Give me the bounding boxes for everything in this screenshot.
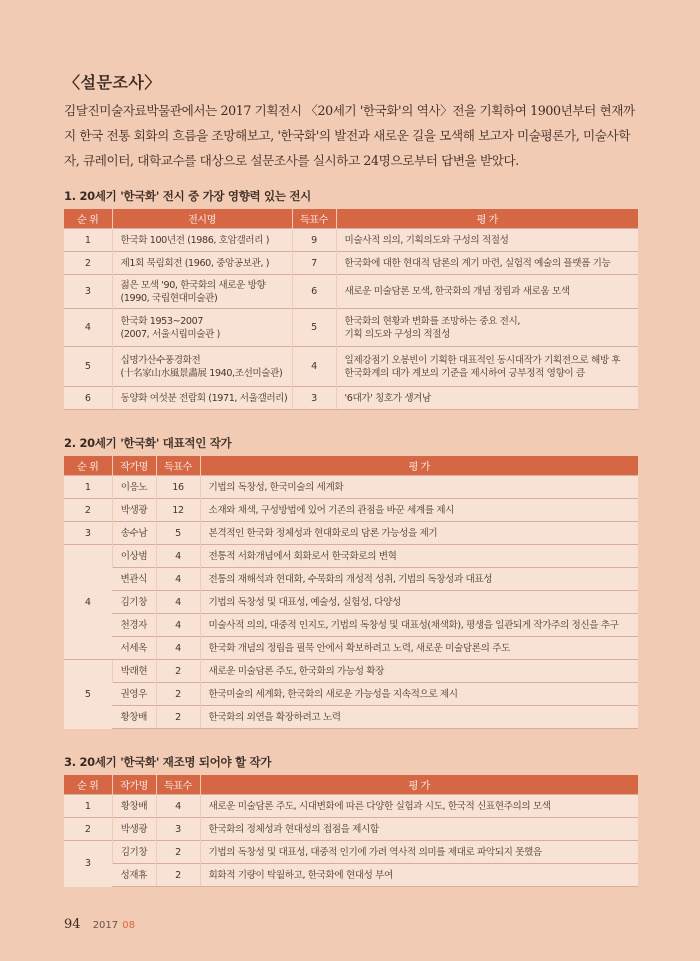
col-rank: 순 위: [64, 456, 112, 476]
col-evaluation: 평 가: [200, 775, 638, 795]
table-row: [64, 229, 638, 252]
exhibition-cell: 제1회 묵림회전 (1960, 중앙공보관, ): [112, 252, 292, 275]
table-row: [64, 387, 638, 410]
table-row: [64, 614, 638, 637]
artist-cell: 김기창: [112, 591, 156, 614]
evaluation-cell: '6대가' 칭호가 생겨남: [336, 387, 638, 410]
artist-cell: 박생광: [112, 818, 156, 841]
col-votes: 득표수: [292, 209, 336, 229]
evaluation-cell: 일제강점기 오봉빈이 기획한 대표적인 동시대작가 기획전으로 해방 후 한국화계의 대가 계보의 기준을 제시하여 긍부정적 영향이 큼: [336, 347, 638, 387]
section1-table: [64, 209, 638, 410]
table-row: [64, 568, 638, 591]
rank-cell: 1: [64, 795, 112, 818]
artist-cell: 이상범: [112, 545, 156, 568]
votes-cell: 2: [156, 706, 200, 729]
col-artist: 작가명: [112, 775, 156, 795]
section2-table: [64, 456, 638, 729]
votes-cell: 7: [292, 252, 336, 275]
table-row: [64, 637, 638, 660]
evaluation-cell: 한국화에 대한 현대적 담론의 계기 마련, 실험적 예술의 플랫폼 기능: [336, 252, 638, 275]
votes-cell: 4: [156, 637, 200, 660]
table-row: [64, 818, 638, 841]
evaluation-cell: 한국화의 현황과 변화를 조망하는 중요 전시, 기획 의도와 구성의 적절성: [336, 309, 638, 347]
col-votes: 득표수: [156, 456, 200, 476]
evaluation-cell: 한국화의 정체성과 현대성의 접점을 제시함: [200, 818, 638, 841]
votes-cell: 2: [156, 864, 200, 887]
rank-cell: 4: [64, 309, 112, 347]
rank-cell: 1: [64, 229, 112, 252]
table-row: [64, 522, 638, 545]
votes-cell: 4: [156, 795, 200, 818]
section1-title: 1. 20세기 '한국화' 전시 중 가장 영향력 있는 전시: [64, 189, 311, 203]
section3-title: 3. 20세기 '한국화' 재조명 되어야 할 작가: [64, 755, 272, 769]
section2-title: 2. 20세기 '한국화' 대표적인 작가: [64, 436, 232, 450]
col-evaluation: 평 가: [200, 456, 638, 476]
votes-cell: 2: [156, 660, 200, 683]
rank-cell: 3: [64, 522, 112, 545]
table-row: [64, 252, 638, 275]
artist-cell: 박생광: [112, 499, 156, 522]
votes-cell: 16: [156, 476, 200, 499]
survey-heading: 〈설문조사〉: [64, 73, 161, 92]
table-row: [64, 347, 638, 387]
evaluation-cell: 새로운 미술담론 주도, 한국화의 가능성 확장: [200, 660, 638, 683]
table-row: [64, 795, 638, 818]
table-row: [64, 591, 638, 614]
rank-cell: 4: [64, 545, 112, 660]
rank-cell: 3: [64, 275, 112, 309]
votes-cell: 4: [292, 347, 336, 387]
artist-cell: 박래현: [112, 660, 156, 683]
rank-cell: 1: [64, 476, 112, 499]
table-row: [64, 683, 638, 706]
artist-cell: 서세옥: [112, 637, 156, 660]
votes-cell: 9: [292, 229, 336, 252]
col-evaluation: 평 가: [336, 209, 638, 229]
votes-cell: 4: [156, 568, 200, 591]
rank-cell: 2: [64, 499, 112, 522]
col-rank: 순 위: [64, 775, 112, 795]
col-rank: 순 위: [64, 209, 112, 229]
table-row: [64, 841, 638, 864]
rank-cell: 6: [64, 387, 112, 410]
exhibition-cell: 한국화 1953~2007 (2007, 서울시립미술관 ): [112, 309, 292, 347]
evaluation-cell: 소재와 채색, 구성방법에 있어 기존의 관점을 바꾼 세계를 제시: [200, 499, 638, 522]
intro-paragraph: 김달진미술자료박물관에서는 2017 기획전시 〈20세기 '한국화'의 역사〉전을 기획하여 1900년부터 현재까지 한국 전통 회화의 흐름을 조망해보고, '한국화'의 발전과 새로운 길을 모색해 보고자 미술평론가, 미술사학자, 큐레이터, 대학교수를 대상으로 설문조사를 실시하고 24명으로부터 답변을 받았다.: [64, 103, 635, 168]
section3-table: [64, 775, 638, 887]
page-number: 94: [64, 917, 81, 932]
evaluation-cell: 기법의 독창성 및 대표성, 대중적 인기에 가려 역사적 의미를 제대로 파악되지 못했음: [200, 841, 638, 864]
evaluation-cell: 한국미술의 세계화, 한국화의 새로운 가능성을 지속적으로 제시: [200, 683, 638, 706]
votes-cell: 12: [156, 499, 200, 522]
votes-cell: 2: [156, 841, 200, 864]
col-votes: 득표수: [156, 775, 200, 795]
table-row: [64, 309, 638, 347]
artist-cell: 성재휴: [112, 864, 156, 887]
evaluation-cell: 본격적인 한국화 정체성과 현대화로의 담론 가능성을 제기: [200, 522, 638, 545]
evaluation-cell: 기법의 독창성, 한국미술의 세계화: [200, 476, 638, 499]
artist-cell: 변관식: [112, 568, 156, 591]
rank-cell: 5: [64, 660, 112, 729]
artist-cell: 송수남: [112, 522, 156, 545]
votes-cell: 4: [156, 614, 200, 637]
evaluation-cell: 새로운 미술담론 모색, 한국화의 개념 정립과 새로움 모색: [336, 275, 638, 309]
exhibition-cell: 십명가산수풍경화전 (十名家山水風景畵展 1940,조선미술관): [112, 347, 292, 387]
rank-cell: 2: [64, 818, 112, 841]
evaluation-cell: 회화적 기량이 탁월하고, 한국화에 현대성 부여: [200, 864, 638, 887]
evaluation-cell: 전통적 서화개념에서 회화로서 한국화로의 변혁: [200, 545, 638, 568]
votes-cell: 4: [156, 591, 200, 614]
rank-cell: 2: [64, 252, 112, 275]
table-row: [64, 476, 638, 499]
artist-cell: 권영우: [112, 683, 156, 706]
evaluation-cell: 미술사적 의의, 기획의도와 구성의 적절성: [336, 229, 638, 252]
exhibition-cell: 동양화 여섯분 전람회 (1971, 서울갤러리): [112, 387, 292, 410]
votes-cell: 4: [156, 545, 200, 568]
votes-cell: 2: [156, 683, 200, 706]
artist-cell: 천경자: [112, 614, 156, 637]
votes-cell: 3: [156, 818, 200, 841]
votes-cell: 5: [292, 309, 336, 347]
col-artist: 작가명: [112, 456, 156, 476]
evaluation-cell: 한국화의 외연을 확장하려고 노력: [200, 706, 638, 729]
table-row: [64, 864, 638, 887]
evaluation-cell: 새로운 미술담론 주도, 시대변화에 따른 다양한 실험과 시도, 한국적 신표현주의의 모색: [200, 795, 638, 818]
table-row: [64, 706, 638, 729]
col-exhibition: 전시명: [112, 209, 292, 229]
votes-cell: 6: [292, 275, 336, 309]
artist-cell: 황창배: [112, 706, 156, 729]
table-row: [64, 275, 638, 309]
page-footer: [64, 917, 135, 932]
artist-cell: 이응노: [112, 476, 156, 499]
rank-cell: 5: [64, 347, 112, 387]
exhibition-cell: 한국화 100년전 (1986, 호암갤러리 ): [112, 229, 292, 252]
evaluation-cell: 한국화 개념의 정립을 필묵 안에서 확보하려고 노력, 새로운 미술담론의 주도: [200, 637, 638, 660]
table-row: [64, 499, 638, 522]
votes-cell: 5: [156, 522, 200, 545]
exhibition-cell: 젊은 모색 '90, 한국화의 새로운 방향 (1990, 국립현대미술관): [112, 275, 292, 309]
table-row: [64, 660, 638, 683]
issue-month: 08: [122, 920, 136, 931]
issue-year: 2017: [92, 920, 119, 931]
evaluation-cell: 미술사적 의의, 대중적 인지도, 기법의 독창성 및 대표성(채색화), 평생을 일관되게 작가주의 정신을 추구: [200, 614, 638, 637]
votes-cell: 3: [292, 387, 336, 410]
evaluation-cell: 기법의 독창성 및 대표성, 예술성, 실험성, 다양성: [200, 591, 638, 614]
evaluation-cell: 전통의 재해석과 현대화, 수묵화의 개성적 성취, 기법의 독창성과 대표성: [200, 568, 638, 591]
rank-cell: 3: [64, 841, 112, 887]
artist-cell: 김기창: [112, 841, 156, 864]
table-row: [64, 545, 638, 568]
artist-cell: 황창배: [112, 795, 156, 818]
